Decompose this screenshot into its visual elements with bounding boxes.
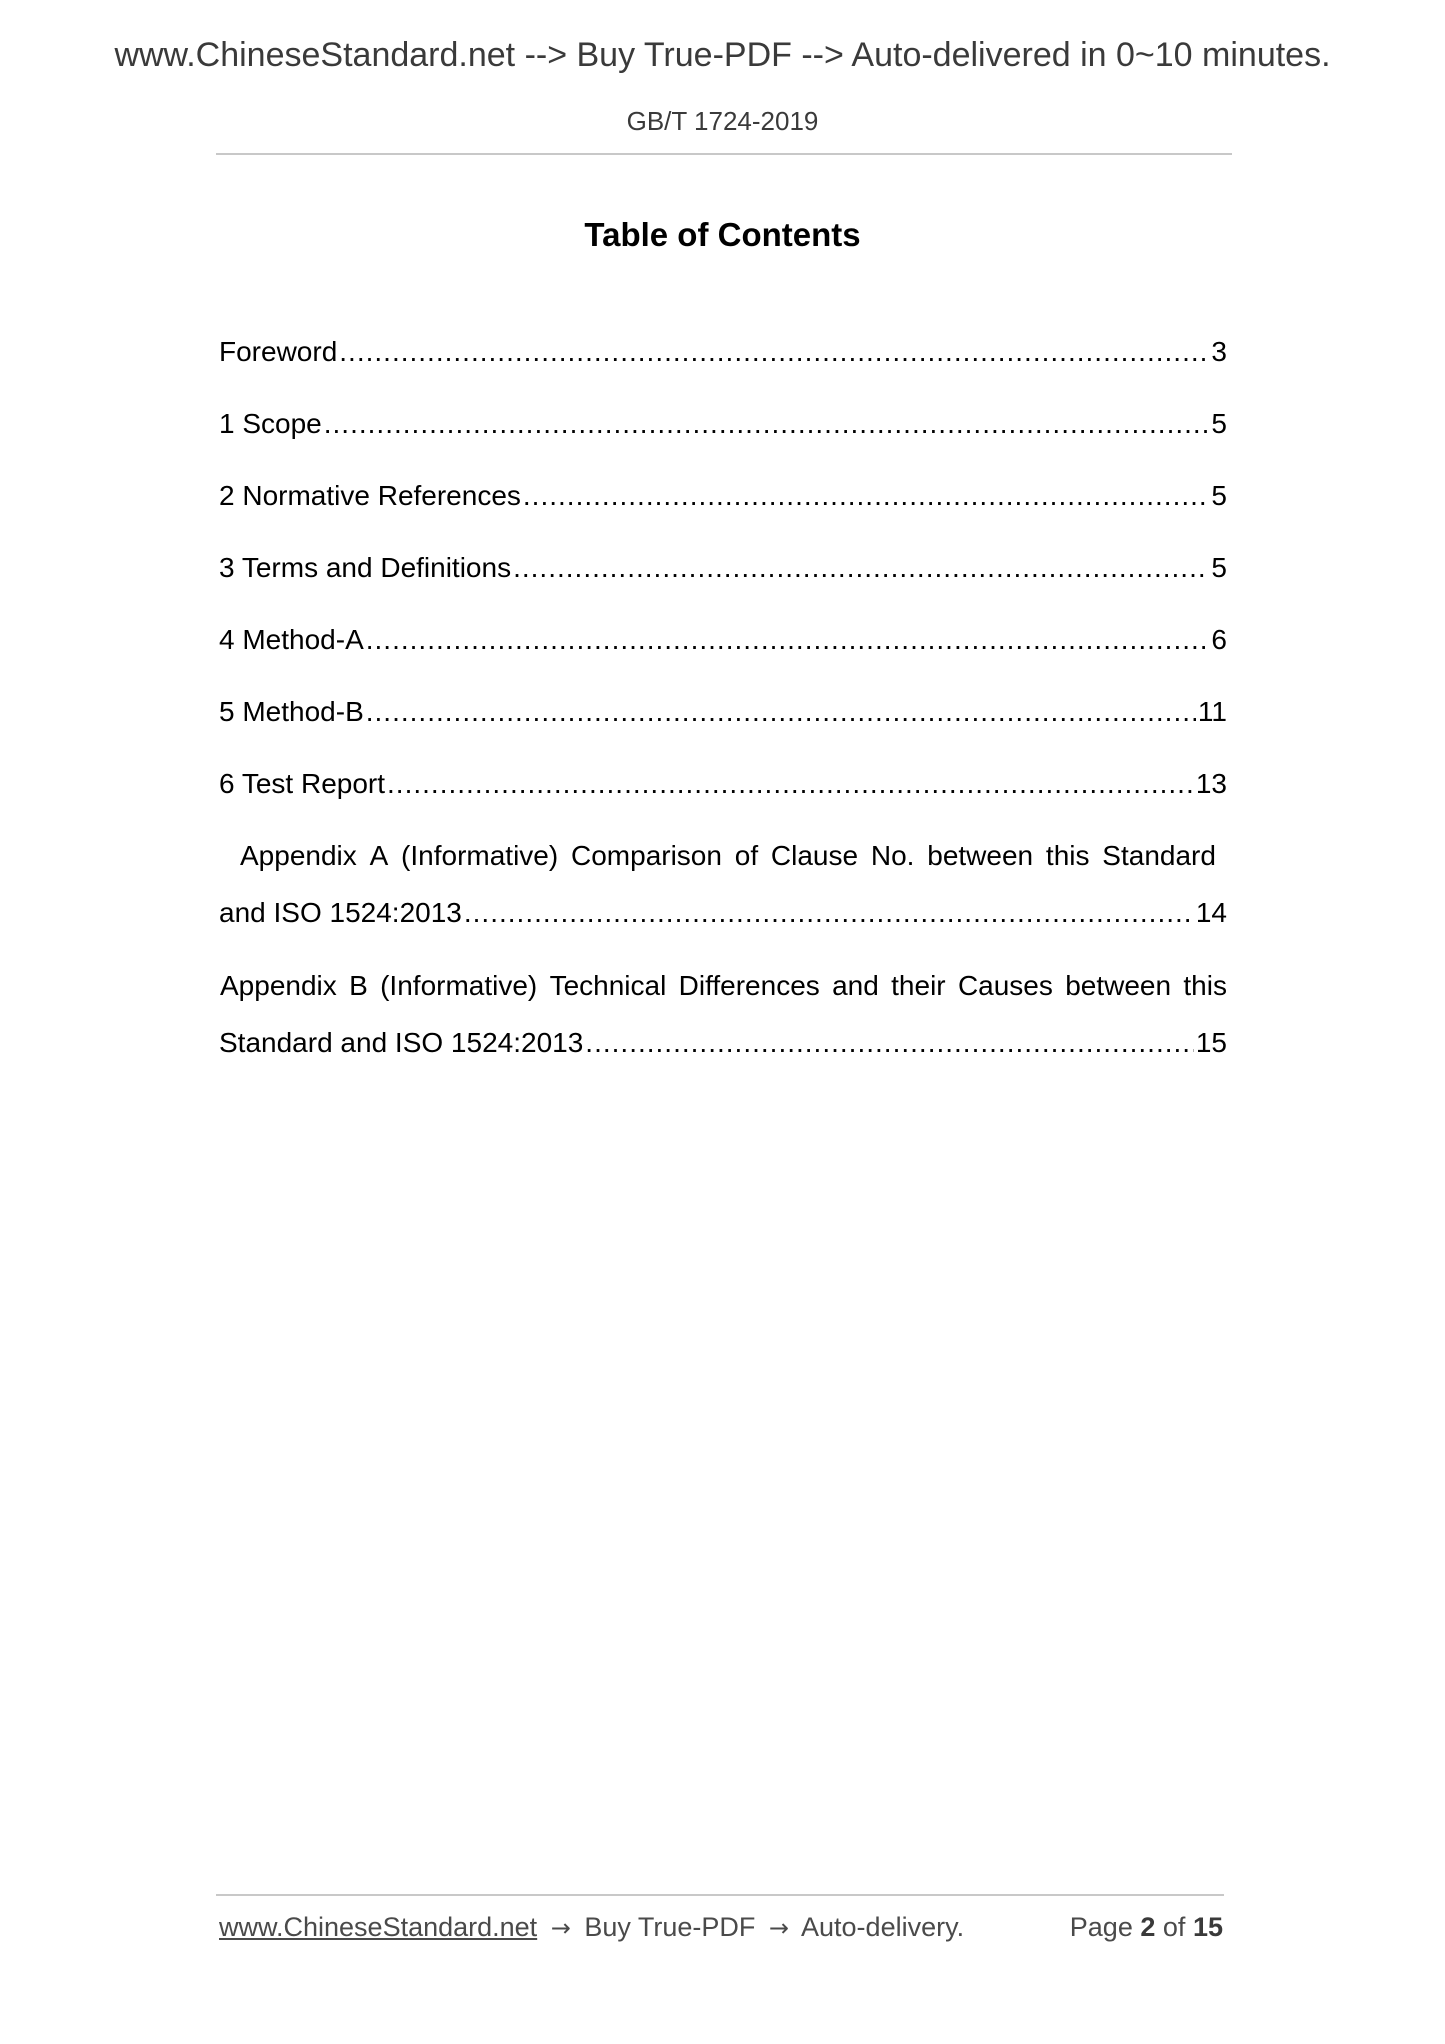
toc-entry-normative-references[interactable] (219, 480, 1227, 520)
toc-entry-scope[interactable] (219, 408, 1227, 448)
word: Appendix (220, 970, 337, 1001)
word: of (734, 840, 759, 871)
word: (Informative) (401, 840, 559, 871)
word: Causes (957, 970, 1053, 1001)
toc-entry-page: 5 (1211, 552, 1227, 583)
toc-entry-label: 6 Test Report (219, 768, 386, 799)
toc-entry-page: 5 (1211, 480, 1227, 511)
word: No. (870, 840, 915, 871)
total-pages-number: 15 (1192, 1912, 1223, 1942)
header-divider (216, 153, 1232, 155)
toc-entry-page: 14 (1195, 897, 1227, 928)
dot-leader (324, 408, 1210, 440)
word: this (1045, 840, 1090, 871)
toc-entry-label: 2 Normative References (219, 480, 521, 511)
toc-entry-label: Standard and ISO 1524:2013 (219, 1027, 584, 1058)
dot-leader (464, 897, 1194, 929)
of-label: of (1162, 1912, 1186, 1942)
word: Comparison (571, 840, 722, 871)
arrow-right-icon: → (550, 1914, 571, 1942)
site-link[interactable]: www.ChineseStandard.net (219, 1912, 538, 1942)
toc-entry-label: 1 Scope (219, 408, 322, 439)
appendix-b-line2 (219, 1027, 1227, 1067)
footer-divider (216, 1894, 1224, 1896)
page-label: Page (1069, 1912, 1133, 1942)
toc-entry-label: and ISO 1524:2013 (219, 897, 462, 928)
toc-entry-page: 15 (1195, 1027, 1227, 1058)
toc-entry-test-report[interactable] (219, 768, 1227, 808)
toc-entry-page: 3 (1211, 336, 1227, 367)
dot-leader (585, 1027, 1194, 1059)
arrow-right-icon: → (768, 1914, 789, 1942)
word: Standard (1102, 840, 1216, 871)
word: B (349, 970, 368, 1001)
toc-entry-page: 11 (1197, 696, 1227, 727)
appendix-b-line1 (220, 970, 1227, 1002)
toc-entry-foreword[interactable] (219, 336, 1227, 376)
site-banner: www.ChineseStandard.net --> Buy True-PDF --> Auto-delivered in 0~10 minutes. (114, 36, 1331, 74)
toc-entry-terms-and-definitions[interactable] (219, 552, 1227, 592)
toc-entry-page: 6 (1211, 624, 1227, 655)
current-page-number: 2 (1140, 1912, 1156, 1942)
dot-leader (513, 552, 1209, 584)
word: Appendix (240, 840, 357, 871)
dot-leader (366, 624, 1210, 656)
word: this (1183, 970, 1227, 1001)
toc-entry-label: Foreword (219, 336, 338, 367)
appendix-a-line2 (219, 897, 1227, 937)
toc-entry-label: 5 Method-B (219, 696, 364, 727)
auto-delivery-text: Auto-delivery. (801, 1912, 965, 1942)
toc-title: Table of Contents (584, 216, 861, 253)
toc-entry-page: 13 (1195, 768, 1227, 799)
toc-entry-method-b[interactable] (219, 696, 1227, 736)
word: Differences (678, 970, 820, 1001)
dot-leader (339, 336, 1209, 368)
word: Technical (549, 970, 667, 1001)
word: (Informative) (380, 970, 538, 1001)
standard-code: GB/T 1724-2019 (626, 106, 819, 136)
word: between (1065, 970, 1172, 1001)
word: between (927, 840, 1034, 871)
word: A (369, 840, 389, 871)
dot-leader (366, 696, 1196, 728)
toc-entry-method-a[interactable] (219, 624, 1227, 664)
buy-true-pdf-text: Buy True-PDF (584, 1912, 756, 1942)
toc-entry-label: 4 Method-A (219, 624, 364, 655)
page-footer (219, 1912, 1223, 1943)
word: their (891, 970, 946, 1001)
appendix-a-line1 (240, 840, 1216, 872)
word: and (832, 970, 879, 1001)
toc-entry-page: 5 (1211, 408, 1227, 439)
page-indicator (1070, 1912, 1223, 1943)
dot-leader (523, 480, 1210, 512)
word: Clause (770, 840, 859, 871)
toc-entry-label: 3 Terms and Definitions (219, 552, 512, 583)
dot-leader (387, 768, 1194, 800)
